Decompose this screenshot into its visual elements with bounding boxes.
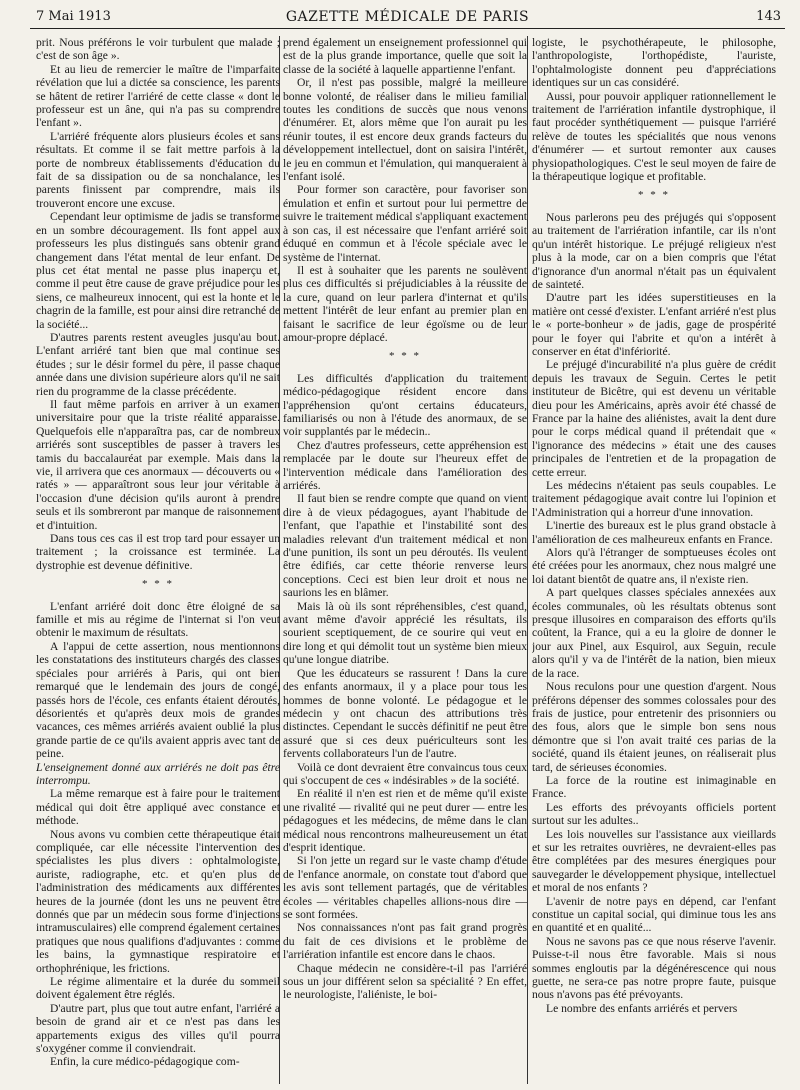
paragraph: Les médecins n'étaient pas seuls coupables. Le traitement pédagogique avait contre lui l'opinion et l'Administration qui a horreur d'une innovation. [532,479,776,519]
paragraph: Nos connaissances n'ont pas fait grand progrès du fait de ces divisions et le problème de l'arriération infantile est encore dans le chaos. [283,921,527,962]
italic-paragraph: L'enseignement donné aux arriérés ne doit pas être interrompu. [36,760,280,787]
paragraph: La force de la routine est inimaginable en France. [532,773,776,801]
paragraph: Nous parlerons peu des préjugés qui s'opposent au traitement de l'arriération infantile, car ils n'ont qu'un intérêt historique. Le préjugé religieux n'est plus à la mode, car on a bien compris que l'état d'ignorance d'un anormal n'était pas un équivalent de sainteté. [532,210,776,291]
paragraph: Pour former son caractère, pour favoriser son émulation et enfin et surtout pour lui permettre de suivre le traitement médical s'appliquant exactement à son cas, il est nécessaire que l'enfant arriéré soit éduqué en commun et à l'école spéciale avec le système de l'internat. [283,183,527,264]
paragraph: A part quelques classes spéciales annexées aux écoles communales, où les résultats obtenus sont presque illusoires en comparaison des efforts qu'ils coûtent, la France, qui a eu la gloire de donner le jour aux Pinel, aux Esquirol, aux Seguin, recule alors qu'il y va de l'intérêt de la nation, bien mieux de la race. [532,586,776,680]
page-number: 143 [756,9,781,24]
text-column-2 [283,36,527,1084]
paragraph: Aussi, pour pouvoir appliquer rationnellement le traitement de l'arriération infantile dystrophique, il faut procéder synthétiquement — puisque l'arriéré relève de toutes les spécialités que nous venons d'énumérer — et surtout remonter aux causes physiopathologiques. C'est le seul moyen de faire de la thérapeutique logique et profitable. [532,89,776,184]
paragraph: Chaque médecin ne considère-t-il pas l'arriéré sous un jour différent selon sa spécialité ? En effet, le neurologiste, l'aliéniste, le boi- [283,961,527,1002]
paragraph: Or, il n'est pas possible, malgré la meilleure bonne volonté, de réaliser dans le milieu familial toutes les conditions de succès que nous venons d'énumérer. Et, alors même que l'on aurait pu les réunir toutes, il est encore deux grands facteurs du développement intellectuel, dont on saisira l'intérêt, le jeu en commun et l'émulation, qui manqueraient à l'enfant isolé. [283,76,527,184]
column-rule-2 [527,36,528,1084]
paragraph: Nous ne savons pas ce que nous réserve l'avenir. Puisse-t-il nous être favorable. Mais si nous sommes engloutis par la dégénérescence qui nous guette, ne sera-ce pas notre propre faute, puisque nous n'avons pas été prévoyants. [532,934,776,1002]
paragraph: Le préjugé d'incurabilité n'a plus guère de crédit depuis les travaux de Seguin. Certes le petit instituteur de Bicêtre, qui est devenu un véritable dieu pour les Américains, après avoir été chassé de France par la haine des aliénistes, avait la dent dure pour le corps médical quand il prétendait que « l'ignorance des médecins » était une des causes principales de l'entretien et de la propagation de cette erreur. [532,358,776,479]
paragraph: Chez d'autres professeurs, cette appréhension est remplacée par le doute sur l'heureux effet de l'intervention médicale dans l'amélioration des arriérés. [283,438,527,492]
paragraph: Il faut même parfois en arriver à un examen universitaire pour que la triste réalité apparaisse. Quelquefois elle n'apparaîtra pas, car de nombreux arriérés sont susceptibles de passer à travers les tamis du baccalauréat par exemple. Mais dans la vie, il arrivera que ces anormaux — découverts ou « ratés » — apparaîtront sous leur jour véritable à l'occasion d'une décision qu'ils auront à prendre seuls et ils sombreront par manque de raisonnement et d'intuition. [36,397,280,532]
paragraph: logiste, le psychothérapeute, le philosophe, l'anthropologiste, l'orthopédiste, l'auriste, l'ophtalmologiste donnent peu d'appréciations identiques sur un cas considéré. [532,36,776,90]
paragraph: Et au lieu de remercier le maître de l'imparfaite révélation que lui a dictée sa conscience, les parents se hâtent de retirer l'arriéré de cette classe « dont le professeur est un âne, qui n'a pas su comprendre l'enfant ». [36,62,280,130]
section-separator: * * * [638,189,670,202]
page-header [30,6,785,29]
paragraph: Nous reculons pour une question d'argent. Nous préférons dépenser des sommes colossales pour des frais de justice, pour entretenir des prisonniers ou des fous, alors que le simple bon sens nous démontre que si l'on avait traité ces parias de la société, quand ils étaient jeunes, on réaliserait plus tard, de sérieuses économies. [532,680,776,774]
paragraph: Que les éducateurs se rassurent ! Dans la cure des enfants anormaux, il y a place pour tous les hommes de bonne volonté. Le pédagogue et le médecin y ont chacun des attributions très distinctes. Cependant le succès définitif ne peut être assuré que si ces deux puériculteurs sont les fervents collaborateurs l'un de l'autre. [283,666,527,761]
paragraph: A l'appui de cette assertion, nous mentionnons les constatations des instituteurs chargés des classes spéciales pour arriérés à Paris, qui ont bien remarqué que le lendemain des jours de congé, passés hors de l'école, ces enfants étaient déroutés, désorientés et qu'après deux mois de grandes vacances, ces mêmes arriérés avaient oublié la plus grande partie de ce qu'ils avaient appris avec tant de peine. [36,639,280,761]
paragraph: L'avenir de notre pays en dépend, car l'enfant constitue un capital social, qui diminue tous les ans en quantité et en qualité... [532,894,776,935]
paragraph: Alors qu'à l'étranger de somptueuses écoles ont été créées pour les anormaux, chez nous malgré une loi datant bientôt de quatre ans, il n'existe rien. [532,546,776,586]
paragraph: Voilà ce dont devraient être convaincus tous ceux qui s'occupent de ces « indésirables » de la société. [283,760,527,787]
paragraph: La même remarque est à faire pour le traitement médical qui doit être appliqué avec constance et méthode. [36,787,280,828]
paragraph: Les lois nouvelles sur l'assistance aux vieillards et sur les retraites ouvrières, ne devraient-elles pas être complétées par des mesures énergiques pour sauvegarder le développement physique, intellectuel et moral de nos enfants ? [532,827,776,895]
paragraph: Les difficultés d'application du traitement médico-pédagogique résident encore dans l'appréhension qu'ont certains éducateurs, familiarisés ou non à l'étude des anormaux, de se voir supplantés par le médecin.. [283,371,527,439]
paragraph: Enfin, la cure médico-pédagogique com- [50,1055,240,1069]
paragraph: L'enfant arriéré doit donc être éloigné de sa famille et mis au régime de l'internat si l'on veut obtenir le maximum de résultats. [36,599,280,640]
paragraph: Les efforts des prévoyants officiels portent surtout sur les adultes.. [532,800,776,828]
paragraph: En réalité il n'en est rien et de même qu'il existe une rivalité — rivalité qui ne peut durer — entre les pédagogues et les médecins, de même dans le clan médical nous rencontrons malheureusement un état d'esprit identique. [283,787,527,854]
paragraph: Il faut bien se rendre compte que quand on vient dire à de vieux pédagogues, ayant l'habitude de l'enfant, que l'apathie et l'instabilité sont des maladies relevant d'un traitement médical et non d'une punition, ils sont un peu déroutés. Ils veulent être édifiés, car cette théorie renverse leurs conceptions. Ceci est bien leur droit et nous ne saurions les en blâmer. [283,492,527,600]
paragraph: Si l'on jette un regard sur le vaste champ d'étude de l'enfance anormale, on constate tout d'abord que les avis sont tellement partagés, que de véritables écoles — véritables chapelles allions-nous dire — se sont formées. [283,854,527,921]
journal-title: GAZETTE MÉDICALE DE PARIS [285,9,530,25]
section-separator: * * * [142,578,174,591]
section-separator: * * * [389,350,421,363]
paragraph: D'autre part, plus que tout autre enfant, l'arriéré a besoin de grand air et ce n'est pas dans les appartements exigus des villes qu'il pourra s'oxygéner comme il conviendrait. [36,1001,280,1056]
text-column-3 [532,36,776,1084]
paragraph: L'inertie des bureaux est le plus grand obstacle à l'amélioration de ces malheureux enfants en France. [532,519,776,546]
paragraph: Il est à souhaiter que les parents ne soulèvent plus ces difficultés si préjudiciables à la réussite de la cure, quand on leur parlera d'internat et qu'ils mettent l'intérêt de leur enfant au premier plan en faisant le sacrifice de leur égoïsme ou de leur amour-propre déplacé. [283,263,527,344]
paragraph: Le nombre des enfants arriérés et pervers [546,1001,738,1015]
paragraph: D'autre part les idées superstitieuses en la matière ont cessé d'exister. L'enfant arriéré n'est plus le « porte-bonheur » de jadis, gage de prospérité pour le foyer qui l'abrite et qu'on a intérêt à conserver en état d'infériorité. [532,291,776,358]
paragraph: D'autres parents restent aveugles jusqu'au bout. L'enfant arriéré tant bien que mal continue ses études ; sur le désir formel du père, il passe chaque année dans une division supérieure alors qu'il ne sait rien du programme de la classe précédente. [36,330,280,398]
paragraph: Cependant leur optimisme de jadis se transforme en un sombre découragement. Ils font appel aux professeurs les plus distingués sans obtenir grand changement dans l'état mental de leur enfant. De plus cet état mental ne passe plus inaperçu et, comme il peut être cause de grave préjudice pour les siens, ce malheureux innocent, qui est la honte et le chagrin de la famille, est pour ainsi dire retranché de la société... [36,210,280,331]
issue-date: 7 Mai 1913 [36,9,111,24]
paragraph: Mais là où ils sont répréhensibles, c'est quand, avant même d'avoir apprécié les résultats, ils sourient sceptiquement, de ce sourire qui veut en dire long et qui démolit tout un système bien mieux qu'une longue diatribe. [283,599,527,667]
paragraph: Dans tous ces cas il est trop tard pour essayer un traitement ; la croissance est terminée. La dystrophie est devenue définitive. [36,532,280,572]
paragraph: Nous avons vu combien cette thérapeutique était compliquée, car elle nécessite l'intervention des spécialistes les plus divers : ophtalmologiste, auriste, radiographe, etc. et qu'en plus de l'administration des médicaments aux différentes heures de la journée (dont les uns ne peuvent être donnés que par un médecin sous forme d'injections intramusculaires) elle comprend également certaines pratiques que nous qualifions d'adjuvantes : comme les bains, la gymnastique respiratoire et orthophrénique, les frictions. [36,827,280,975]
paragraph: prend également un enseignement professionnel qui est de la plus grande importance, quelle que soit la classe de la société à laquelle appartienne l'enfant. [283,36,527,76]
paragraph: L'arriéré fréquente alors plusieurs écoles et sans résultats. Et comme il se fait mettre parfois à la porte de nombreux établissements d'éducation du fait de sa dissipation ou de sa nonchalance, les parents finissent par comprendre, mais ils trouveront encore une excuse. [36,129,280,210]
paragraph: prit. Nous préférons le voir turbulent que malade ; c'est de son âge ». [36,36,280,63]
text-column-1 [36,36,280,1084]
paragraph: Le régime alimentaire et la durée du sommeil doivent également être réglés. [36,975,280,1002]
